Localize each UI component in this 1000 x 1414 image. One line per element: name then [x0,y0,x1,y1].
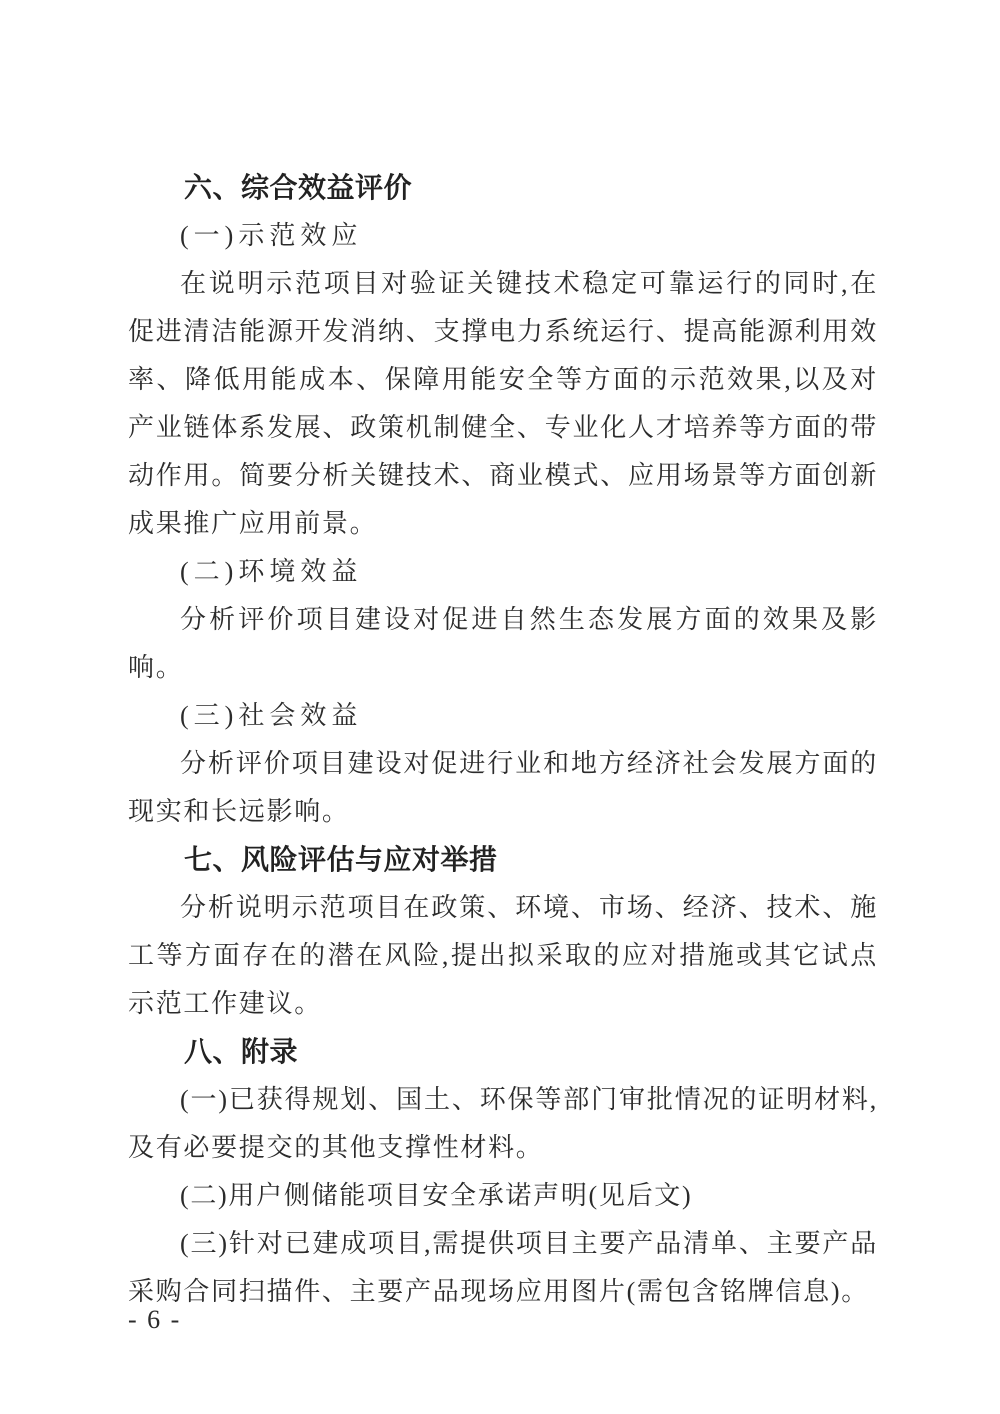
section-heading-eight-appendix: 八、附录 [184,1036,299,1067]
paragraph-appendix-item-1: (一)已获得规划、国土、环保等部门审批情况的证明材料,及有必要提交的其他支撑性材料。 [128,1085,878,1162]
paragraph-appendix-item-3: (三)针对已建成项目,需提供项目主要产品清单、主要产品采购合同扫描件、主要产品现场应用图片(需包含铭牌信息)。 [128,1229,878,1306]
subsection-heading-demonstration-effect: (一)示范效应 [180,221,363,250]
section-heading-six-comprehensive-benefit-evaluation: 六、综合效益评价 [184,172,413,203]
paragraph-appendix-item-2: (二)用户侧储能项目安全承诺声明(见后文) [180,1181,693,1210]
document-body [128,164,878,1316]
paragraph-demonstration-effect: 在说明示范项目对验证关键技术稳定可靠运行的同时,在促进清洁能源开发消纳、支撑电力系统运行、提高能源利用效率、降低用能成本、保障用能安全等方面的示范效果,以及对产业链体系发展、政策机制健全、专业化人才培养等方面的带动作用。简要分析关键技术、商业模式、应用场景等方面创新成果推广应用前景。 [128,269,878,538]
page-number: - 6 - [128,1305,182,1334]
paragraph-environmental-benefit: 分析评价项目建设对促进自然生态发展方面的效果及影响。 [128,605,878,682]
paragraph-risk-assessment: 分析说明示范项目在政策、环境、市场、经济、技术、施工等方面存在的潜在风险,提出拟采取的应对措施或其它试点示范工作建议。 [128,893,878,1018]
subsection-heading-social-benefit: (三)社会效益 [180,701,363,730]
section-heading-seven-risk-assessment: 七、风险评估与应对举措 [184,844,498,875]
paragraph-social-benefit: 分析评价项目建设对促进行业和地方经济社会发展方面的现实和长远影响。 [128,749,878,826]
subsection-heading-environmental-benefit: (二)环境效益 [180,557,363,586]
